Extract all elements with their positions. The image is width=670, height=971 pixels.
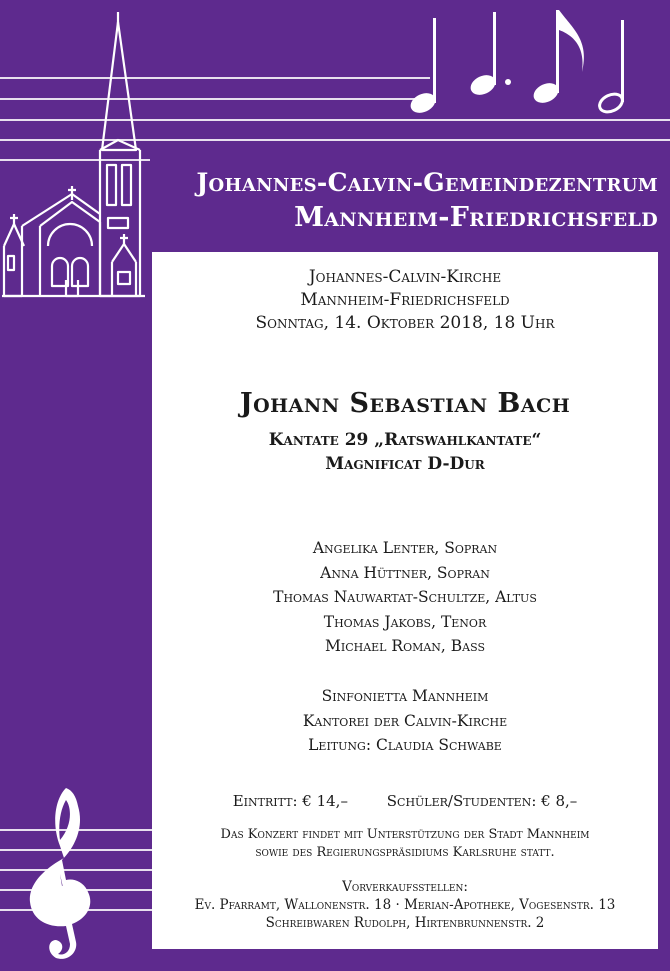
price-reduced: Schüler/Studenten: € 8,–: [386, 792, 578, 810]
conductor: Leitung: Claudia Schwabe: [308, 736, 502, 754]
ensemble-orchestra: Sinfonietta Mannheim: [321, 687, 489, 705]
work-cantata: Kantate 29 „Ratswahlkantate“: [268, 430, 542, 450]
support-note-line2: sowie des Regierungspräsidiums Karlsruhe statt.: [255, 845, 555, 860]
soloist: Thomas Nauwartat-Schultze, Altus: [273, 588, 537, 606]
event-datetime: Sonntag, 14. Oktober 2018, 18 Uhr: [255, 313, 555, 333]
price-regular: Eintritt: € 14,–: [232, 792, 348, 810]
presale-info: [152, 878, 658, 932]
soloist: Thomas Jakobs, Tenor: [323, 612, 487, 631]
support-note-line1: Das Konzert findet mit Unterstützung der Stadt Mannheim: [220, 827, 590, 842]
presale-line1: Ev. Pfarramt, Wallonenstr. 18 · Merian-Apotheke, Vogesenstr. 13: [194, 897, 616, 913]
admission-prices: [152, 792, 658, 810]
ensemble-choir: Kantorei der Calvin-Kirche: [302, 711, 508, 730]
content-panel: [152, 252, 658, 949]
header-title-line2: Mannheim-Friedrichsfeld: [294, 202, 658, 233]
soloists-list: [152, 536, 658, 659]
ensembles-list: [152, 684, 658, 758]
soloist: Angelika Lenter, Sopran: [312, 539, 498, 557]
presale-line2: Schreibwaren Rudolph, Hirtenbrunnenstr. 2: [265, 915, 545, 931]
composer-name: Johann Sebastian Bach: [239, 388, 571, 419]
soloist: Anna Hüttner, Sopran: [320, 563, 490, 582]
presale-heading: Vorverkaufsstellen:: [342, 879, 468, 895]
soloist: Michael Roman, Bass: [324, 637, 486, 655]
header-title-line1: Johannes-Calvin-Gemeindezentrum: [196, 168, 658, 197]
work-magnificat: Magnificat D-Dur: [325, 454, 485, 474]
venue-block: [152, 266, 658, 335]
support-note: [152, 826, 658, 862]
program-works: [152, 428, 658, 476]
venue-name: Johannes-Calvin-Kirche: [308, 267, 502, 287]
venue-location: Mannheim-Friedrichsfeld: [300, 290, 510, 310]
